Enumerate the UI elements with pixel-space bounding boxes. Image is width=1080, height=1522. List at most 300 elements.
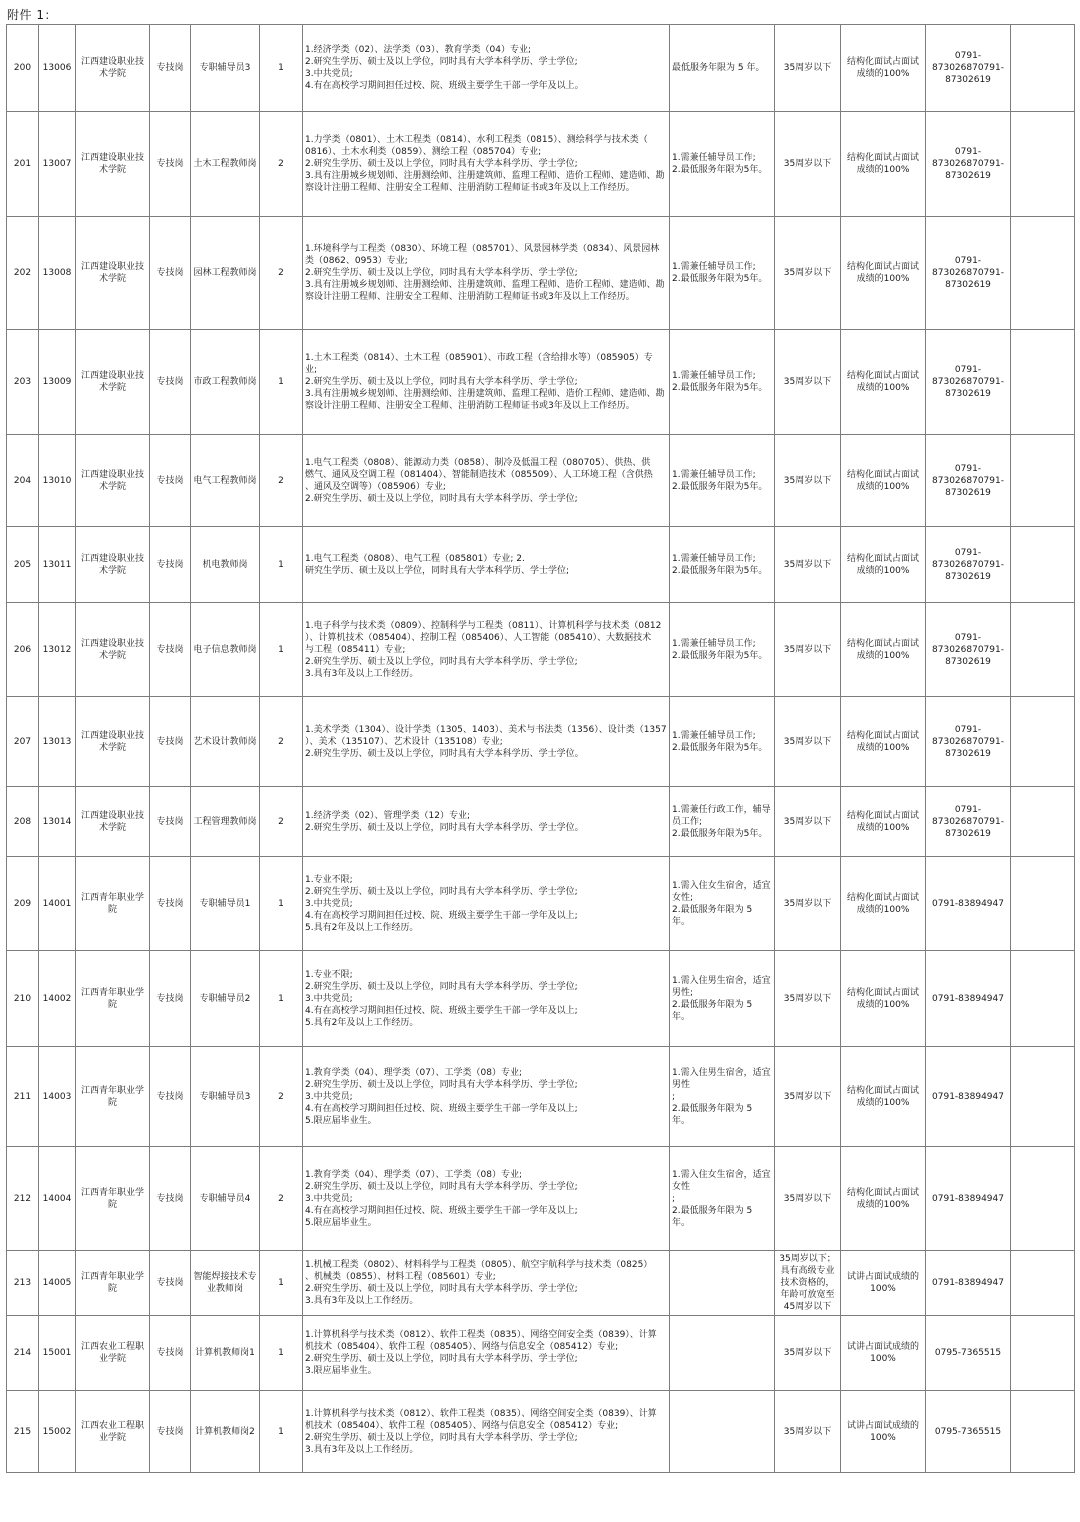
table-row: [7, 1251, 1075, 1316]
employer-unit: 江西农业工程职业学院: [76, 1391, 150, 1473]
age-limit: 35周岁以下: [775, 857, 841, 951]
post-name: 专职辅导员3: [191, 1047, 260, 1147]
requirements-line: 2.研究生学历、硕士及以上学位，同时具有大学本科学历、学士学位;: [305, 493, 578, 504]
interview-method-line: 100%: [870, 1432, 896, 1443]
other-conditions-line: 2.最低服务年限为 5 年。: [672, 1205, 753, 1228]
post-type: 专技岗: [150, 112, 191, 217]
requirements-line: 3.具有注册城乡规划师、注册测绘师、注册建筑师、监理工程师、造价工程师、建造师、勘: [305, 280, 665, 290]
table-row: [7, 697, 1075, 787]
contact-phone: [926, 1316, 1011, 1391]
row-number: 212: [7, 1147, 39, 1251]
contact-phone: [926, 527, 1011, 603]
requirements-line: 2.研究生学历、硕士及以上学位，同时具有大学本科学历、学士学位;: [305, 886, 578, 897]
post-name: 市政工程教师岗: [191, 330, 260, 435]
requirements-line: 4.有在高校学习期间担任过校、院、班级主要学生干部一学年及以上;: [305, 1205, 578, 1216]
requirements-line: 5.具有2年及以上工作经历。: [305, 1017, 419, 1028]
interview-method-line: 100%: [870, 1284, 896, 1294]
row-number: 213: [7, 1251, 39, 1316]
hiring-count: 2: [260, 112, 303, 217]
row-number: 200: [7, 25, 39, 112]
contact-phone-line: 0791-87302687: [932, 256, 982, 278]
row-number: 211: [7, 1047, 39, 1147]
post-name: 艺术设计教师岗: [191, 697, 260, 787]
interview-method-line: 绩的100%: [865, 481, 910, 492]
empty-cell: [1011, 857, 1075, 951]
table-row: [7, 25, 1075, 112]
age-limit: 35周岁以下: [775, 1391, 841, 1473]
empty-cell: [1011, 1251, 1075, 1316]
table-row: [7, 1316, 1075, 1391]
hiring-count: 2: [260, 435, 303, 527]
age-limit: 35周岁以下: [775, 1147, 841, 1251]
age-limit: 35周岁以下: [775, 1047, 841, 1147]
post-code: 13012: [39, 603, 76, 697]
contact-phone: [926, 603, 1011, 697]
requirements: [303, 1251, 670, 1316]
post-type: 专技岗: [150, 1047, 191, 1147]
interview-method-line: 结构化面试占面试成: [846, 371, 919, 393]
interview-method: [841, 857, 926, 951]
post-type: 专技岗: [150, 857, 191, 951]
other-conditions-line: 1.需入住女生宿舍，适宜女性: [672, 1169, 771, 1192]
requirements-line: 1.专业不限;: [305, 969, 353, 980]
other-conditions-line: 男性;: [672, 987, 694, 998]
other-conditions-line: ;: [672, 1193, 676, 1204]
post-type: 专技岗: [150, 1251, 191, 1316]
row-number: 204: [7, 435, 39, 527]
hiring-count: 1: [260, 1391, 303, 1473]
interview-method-line: 绩的100%: [865, 1097, 910, 1108]
age-limit: 35周岁以下: [775, 217, 841, 330]
other-conditions-line: 2.最低服务年限为5年。: [672, 274, 768, 284]
other-conditions-line: 员工作;: [672, 816, 703, 827]
contact-phone: [926, 112, 1011, 217]
post-name: 专职辅导员4: [191, 1147, 260, 1251]
requirements-line: 5.限应届毕业生。: [305, 1217, 377, 1228]
age-limit: 35周岁以下: [775, 527, 841, 603]
contact-phone-line: 0791-87302619: [945, 736, 1004, 759]
age-limit: 35周岁以下；具有高级专业技术资格的，年龄可放宽至45周岁以下: [775, 1251, 841, 1316]
post-code: 13014: [39, 787, 76, 857]
other-conditions-line: 1.需入住男生宿舍，适宜男性: [672, 1067, 771, 1090]
interview-method-line: 结构化面试占面试成: [846, 730, 919, 753]
empty-cell: [1011, 527, 1075, 603]
requirements-line: 3.中共党员;: [305, 69, 353, 79]
row-number: 214: [7, 1316, 39, 1391]
post-type: 专技岗: [150, 951, 191, 1047]
requirements-line: 2.研究生学历、硕士及以上学位，同时具有大学本科学历、学士学位;: [305, 1284, 578, 1294]
employer-unit: 江西建设职业技术学院: [76, 25, 150, 112]
interview-method: [841, 112, 926, 217]
post-code: 13006: [39, 25, 76, 112]
other-conditions-line: 2.最低服务年限为5年。: [672, 481, 768, 492]
requirements-line: 1.教育学类（04）、理学类（07）、工学类（08）专业;: [305, 1067, 522, 1078]
hiring-count: 2: [260, 217, 303, 330]
requirements-line: 3.具有3年及以上工作经历。: [305, 1444, 419, 1455]
requirements-line: 3.中共党员;: [305, 898, 353, 909]
post-name: 工程管理教师岗: [191, 787, 260, 857]
requirements-line: 1.经济学类（02）、管理学类（12）专业;: [305, 810, 471, 821]
requirements-line: 2.研究生学历、硕士及以上学位，同时具有大学本科学历、学士学位;: [305, 656, 578, 667]
requirements: [303, 857, 670, 951]
other-conditions: [670, 527, 775, 603]
other-conditions-line: 1.需兼任辅导员工作;: [672, 730, 756, 741]
other-conditions: [670, 1391, 775, 1473]
requirements-line: 2.研究生学历、硕士及以上学位，同时具有大学本科学历、学士学位。: [305, 748, 584, 759]
row-number: 205: [7, 527, 39, 603]
employer-unit: 江西建设职业技术学院: [76, 112, 150, 217]
post-type: 专技岗: [150, 787, 191, 857]
contact-phone-line: 0791-87302687: [932, 147, 982, 169]
interview-method-line: 试讲占面试成绩的: [846, 1272, 919, 1282]
other-conditions-line: 2.最低服务年限为5年。: [672, 828, 768, 839]
post-name: 专职辅导员3: [191, 25, 260, 112]
other-conditions-line: 1.需兼任辅导员工作;: [672, 262, 756, 272]
empty-cell: [1011, 112, 1075, 217]
age-limit: 35周岁以下: [775, 435, 841, 527]
row-number: 207: [7, 697, 39, 787]
empty-cell: [1011, 435, 1075, 527]
interview-method: [841, 787, 926, 857]
contact-phone-line: 0791-87302619: [945, 159, 1004, 181]
other-conditions: [670, 603, 775, 697]
interview-method-line: 绩的100%: [865, 383, 910, 393]
other-conditions: [670, 1251, 775, 1316]
row-number: 210: [7, 951, 39, 1047]
post-name: 智能焊接技术专业教师岗: [191, 1251, 260, 1316]
post-type: 专技岗: [150, 25, 191, 112]
employer-unit: 江西建设职业技术学院: [76, 527, 150, 603]
requirements: [303, 330, 670, 435]
other-conditions-line: 2.最低服务年限为 5 年。: [672, 904, 753, 927]
interview-method: [841, 1147, 926, 1251]
interview-method: [841, 951, 926, 1047]
other-conditions-line: 1.需兼任辅导员工作;: [672, 153, 756, 163]
contact-phone: [926, 217, 1011, 330]
other-conditions-line: 2.最低服务年限为5年。: [672, 383, 768, 393]
interview-method: [841, 1251, 926, 1316]
interview-method-line: 绩的100%: [865, 742, 910, 753]
post-type: 专技岗: [150, 217, 191, 330]
other-conditions-line: 1.需兼任辅导员工作;: [672, 553, 756, 564]
employer-unit: 江西农业工程职业学院: [76, 1316, 150, 1391]
interview-method: [841, 1316, 926, 1391]
requirements-line: 3.中共党员;: [305, 1193, 353, 1204]
other-conditions-line: 2.最低服务年限为 5 年。: [672, 999, 753, 1022]
other-conditions: [670, 857, 775, 951]
other-conditions-line: 1.需入住女生宿舍，适宜: [672, 880, 771, 891]
hiring-count: 1: [260, 857, 303, 951]
requirements-line: 2.研究生学历、硕士及以上学位，同时具有大学本科学历、学士学位;: [305, 981, 578, 992]
employer-unit: 江西青年职业学院: [76, 951, 150, 1047]
table-row: [7, 787, 1075, 857]
table-row: [7, 1391, 1075, 1473]
empty-cell: [1011, 25, 1075, 112]
employer-unit: 江西建设职业技术学院: [76, 435, 150, 527]
row-number: 202: [7, 217, 39, 330]
interview-method-line: 结构化面试占面试成: [846, 987, 919, 1010]
other-conditions-line: 2.最低服务年限为5年。: [672, 565, 768, 576]
requirements-line: 3.限应届毕业生。: [305, 1366, 377, 1376]
hiring-count: 1: [260, 330, 303, 435]
interview-method: [841, 697, 926, 787]
employer-unit: 江西建设职业技术学院: [76, 697, 150, 787]
post-code: 14003: [39, 1047, 76, 1147]
interview-method-line: 绩的100%: [865, 650, 910, 661]
interview-method-line: 结构化面试占面试成: [846, 469, 919, 492]
requirements: [303, 1047, 670, 1147]
requirements-line: 4.有在高校学习期间担任过校、院、班级主要学生干部一学年及以上;: [305, 1103, 578, 1114]
age-limit: 35周岁以下: [775, 1316, 841, 1391]
contact-phone-line: 0795-7365515: [934, 1348, 1002, 1358]
other-conditions-line: 1.需兼任行政工作，辅导: [672, 804, 771, 815]
interview-method-line: 绩的100%: [865, 165, 910, 175]
contact-phone-line: 0791-87302687: [932, 724, 982, 747]
interview-method-line: 绩的100%: [865, 274, 910, 284]
interview-method-line: 绩的100%: [865, 1199, 910, 1210]
requirements: [303, 435, 670, 527]
contact-phone-line: 0791-83894947: [932, 1278, 1004, 1288]
requirements-line: 1.力学类（0801）、土木工程类（0814）、水利工程类（0815）、测绘科学与技术类（: [305, 135, 648, 145]
requirements-line: 与工程（085411）专业;: [305, 644, 406, 655]
other-conditions: [670, 435, 775, 527]
post-type: 专技岗: [150, 330, 191, 435]
post-name: 电气工程教师岗: [191, 435, 260, 527]
interview-method: [841, 1391, 926, 1473]
employer-unit: 江西建设职业技术学院: [76, 217, 150, 330]
interview-method: [841, 25, 926, 112]
post-code: 15001: [39, 1316, 76, 1391]
contact-phone: [926, 697, 1011, 787]
employer-unit: 江西建设职业技术学院: [76, 603, 150, 697]
other-conditions-line: 1.需兼任辅导员工作;: [672, 469, 756, 480]
other-conditions: [670, 1047, 775, 1147]
contact-phone-line: 0791-87302619: [945, 644, 1004, 667]
hiring-count: 1: [260, 1251, 303, 1316]
table-row: [7, 603, 1075, 697]
requirements-line: 、机械类（0855）、材料工程（085601）专业;: [305, 1272, 496, 1282]
interview-method-line: 结构化面试占面试成: [846, 1187, 919, 1210]
hiring-count: 1: [260, 25, 303, 112]
age-limit: 35周岁以下: [775, 951, 841, 1047]
other-conditions: [670, 697, 775, 787]
requirements-line: 0816）、土木水利类（0859）、测绘工程（085704）专业;: [305, 147, 542, 157]
post-type: 专技岗: [150, 1391, 191, 1473]
attachment-caption: 附件 1：: [7, 8, 57, 22]
requirements: [303, 787, 670, 857]
requirements-line: 1.机械工程类（0802）、材料科学与工程类（0805）、航空宇航科学与技术类（0825）: [305, 1260, 653, 1270]
requirements-line: 察设计注册工程师、注册安全工程师、注册消防工程师证书或3年及以上工作经历。: [305, 183, 635, 193]
table-row: [7, 1147, 1075, 1251]
contact-phone-line: 0791-83894947: [932, 1091, 1004, 1102]
contact-phone-line: 0791-87302619: [945, 268, 1004, 290]
empty-cell: [1011, 1147, 1075, 1251]
post-name: 电子信息教师岗: [191, 603, 260, 697]
age-limit: 35周岁以下: [775, 112, 841, 217]
interview-method: [841, 527, 926, 603]
table-row: [7, 857, 1075, 951]
contact-phone-line: 0795-7365515: [934, 1426, 1002, 1437]
interview-method: [841, 1047, 926, 1147]
empty-cell: [1011, 787, 1075, 857]
requirements-line: 1.专业不限;: [305, 874, 353, 885]
other-conditions: [670, 787, 775, 857]
contact-phone-line: 0791-87302619: [945, 475, 1004, 498]
other-conditions-line: 女性;: [672, 892, 694, 903]
contact-phone-line: 0791-83894947: [932, 1193, 1004, 1204]
post-type: 专技岗: [150, 435, 191, 527]
requirements-line: 1.电气工程类（0808）、能源动力类（0858）、制冷及低温工程（080705）、供热、供: [305, 457, 651, 468]
contact-phone-line: 0791-87302687: [932, 51, 982, 73]
empty-cell: [1011, 697, 1075, 787]
row-number: 208: [7, 787, 39, 857]
requirements-line: 4.有在高校学习期间担任过校、院、班级主要学生干部一学年及以上;: [305, 910, 578, 921]
requirements: [303, 527, 670, 603]
post-type: 专技岗: [150, 527, 191, 603]
age-limit: 35周岁以下: [775, 787, 841, 857]
contact-phone-line: 0791-87302687: [932, 632, 982, 655]
table-row: [7, 1047, 1075, 1147]
requirements-line: ）、美术（135107）、艺术设计（135108）专业;: [305, 736, 503, 747]
requirements-line: 3.具有3年及以上工作经历。: [305, 1296, 419, 1306]
age-limit: 35周岁以下: [775, 330, 841, 435]
employer-unit: 江西青年职业学院: [76, 1047, 150, 1147]
age-limit: 35周岁以下: [775, 25, 841, 112]
post-name: 土木工程教师岗: [191, 112, 260, 217]
post-code: 13008: [39, 217, 76, 330]
other-conditions-line: 2.最低服务年限为5年。: [672, 165, 768, 175]
post-name: 机电教师岗: [191, 527, 260, 603]
post-code: 13013: [39, 697, 76, 787]
requirements-line: 业;: [305, 365, 318, 375]
requirements-line: 研究生学历、硕士及以上学位，同时具有大学本科学历、学士学位;: [305, 565, 570, 576]
interview-method: [841, 435, 926, 527]
post-name: 计算机教师岗2: [191, 1391, 260, 1473]
contact-phone-line: 0791-87302687: [932, 463, 982, 486]
interview-method-line: 结构化面试占面试成: [846, 810, 919, 833]
row-number: 203: [7, 330, 39, 435]
table-row: [7, 217, 1075, 330]
other-conditions-line: 1.需兼任辅导员工作;: [672, 371, 756, 381]
other-conditions-line: 1.需兼任辅导员工作;: [672, 638, 756, 649]
requirements-line: 1.计算机科学与技术类（0812）、软件工程类（0835）、网络空间安全类（0839）、计算: [305, 1408, 657, 1419]
table-row: [7, 330, 1075, 435]
empty-cell: [1011, 951, 1075, 1047]
requirements-line: 类（0862、0953）专业;: [305, 256, 408, 266]
employer-unit: 江西青年职业学院: [76, 857, 150, 951]
requirements-line: 1.经济学类（02）、法学类（03）、教育学类（04）专业;: [305, 45, 531, 55]
interview-method-line: 绩的100%: [865, 822, 910, 833]
interview-method-line: 绩的100%: [865, 999, 910, 1010]
requirements-line: 3.具有注册城乡规划师、注册测绘师、注册建筑师、监理工程师、造价工程师、建造师、勘: [305, 389, 665, 399]
employer-unit: 江西青年职业学院: [76, 1147, 150, 1251]
contact-phone: [926, 1147, 1011, 1251]
interview-method-line: 结构化面试占面试成: [846, 57, 919, 79]
contact-phone: [926, 787, 1011, 857]
empty-cell: [1011, 330, 1075, 435]
table-row: [7, 527, 1075, 603]
hiring-count: 2: [260, 697, 303, 787]
post-code: 15002: [39, 1391, 76, 1473]
requirements: [303, 1147, 670, 1251]
empty-cell: [1011, 1047, 1075, 1147]
requirements-line: 1.计算机科学与技术类（0812）、软件工程类（0835）、网络空间安全类（0839）、计算: [305, 1330, 657, 1340]
post-code: 13009: [39, 330, 76, 435]
other-conditions: [670, 1316, 775, 1391]
post-code: 14001: [39, 857, 76, 951]
requirements-line: 3.中共党员;: [305, 993, 353, 1004]
other-conditions-line: 1.需入住男生宿舍，适宜: [672, 975, 771, 986]
contact-phone-line: 0791-83894947: [932, 898, 1004, 909]
requirements: [303, 603, 670, 697]
requirements-line: 1.电气工程类（0808）、电气工程（085801）专业; 2.: [305, 553, 525, 564]
contact-phone-line: 0791-83894947: [932, 993, 1004, 1004]
requirements: [303, 25, 670, 112]
interview-method-line: 结构化面试占面试成: [846, 892, 919, 915]
requirements-line: 1.环境科学与工程类（0830）、环境工程（085701）、风景园林学类（0834）、风景园林: [305, 244, 660, 254]
hiring-count: 1: [260, 603, 303, 697]
requirements-line: 2.研究生学历、硕士及以上学位，同时具有大学本科学历、学士学位;: [305, 268, 578, 278]
interview-method-line: 绩的100%: [865, 69, 910, 79]
employer-unit: 江西建设职业技术学院: [76, 330, 150, 435]
interview-method-line: 结构化面试占面试成: [846, 262, 919, 284]
requirements-line: 1.电子科学与技术类（0809）、控制科学与工程类（0811）、计算机科学与技术类（0812: [305, 620, 662, 631]
post-code: 13011: [39, 527, 76, 603]
requirements-line: 1.土木工程类（0814）、土木工程（085901）、市政工程（含给排水等）（085905）专: [305, 353, 653, 363]
requirements-line: 4.有在高校学习期间担任过校、院、班级主要学生干部一学年及以上;: [305, 1005, 578, 1016]
requirements-line: 2.研究生学历、硕士及以上学位，同时具有大学本科学历、学士学位;: [305, 1181, 578, 1192]
empty-cell: [1011, 217, 1075, 330]
requirements: [303, 112, 670, 217]
post-name: 专职辅导员1: [191, 857, 260, 951]
hiring-count: 2: [260, 1047, 303, 1147]
post-code: 13010: [39, 435, 76, 527]
requirements-line: 2.研究生学历、硕士及以上学位，同时具有大学本科学历、学士学位;: [305, 57, 578, 67]
employer-unit: 江西建设职业技术学院: [76, 787, 150, 857]
post-name: 专职辅导员2: [191, 951, 260, 1047]
other-conditions-line: 2.最低服务年限为5年。: [672, 650, 768, 661]
requirements-line: 机技术（085404）、软件工程（085405）、网络与信息安全（085412）专业;: [305, 1420, 619, 1431]
row-number: 215: [7, 1391, 39, 1473]
requirements-line: 1.美术学类（1304）、设计学类（1305、1403）、美术与书法类（1356）、设计类（1357: [305, 724, 667, 735]
hiring-count: 2: [260, 1147, 303, 1251]
hiring-count: 1: [260, 527, 303, 603]
requirements: [303, 217, 670, 330]
age-limit: 35周岁以下: [775, 603, 841, 697]
post-type: 专技岗: [150, 1147, 191, 1251]
hiring-count: 2: [260, 787, 303, 857]
requirements-line: 3.具有3年及以上工作经历。: [305, 668, 419, 679]
row-number: 206: [7, 603, 39, 697]
row-number: 209: [7, 857, 39, 951]
requirements-line: 2.研究生学历、硕士及以上学位，同时具有大学本科学历、学士学位;: [305, 1079, 578, 1090]
requirements-line: 机技术（085404）、软件工程（085405）、网络与信息安全（085412）专业;: [305, 1342, 619, 1352]
other-conditions: [670, 330, 775, 435]
contact-phone-line: 0791-87302619: [945, 559, 1004, 582]
hiring-count: 1: [260, 951, 303, 1047]
contact-phone-line: 0791-87302619: [945, 816, 1004, 839]
contact-phone: [926, 1391, 1011, 1473]
other-conditions-line: 2.最低服务年限为 5 年。: [672, 1103, 753, 1126]
row-number: 201: [7, 112, 39, 217]
requirements-line: ）、计算机技术（085404）、控制工程（085406）、人工智能（085410）、大数据技术: [305, 632, 652, 643]
requirements-line: 2.研究生学历、硕士及以上学位，同时具有大学本科学历、学士学位。: [305, 822, 584, 833]
requirements-line: 2.研究生学历、硕士及以上学位，同时具有大学本科学历、学士学位;: [305, 1354, 578, 1364]
contact-phone: [926, 857, 1011, 951]
interview-method-line: 结构化面试占面试成: [846, 638, 919, 661]
post-name: 园林工程教师岗: [191, 217, 260, 330]
table-row: [7, 951, 1075, 1047]
